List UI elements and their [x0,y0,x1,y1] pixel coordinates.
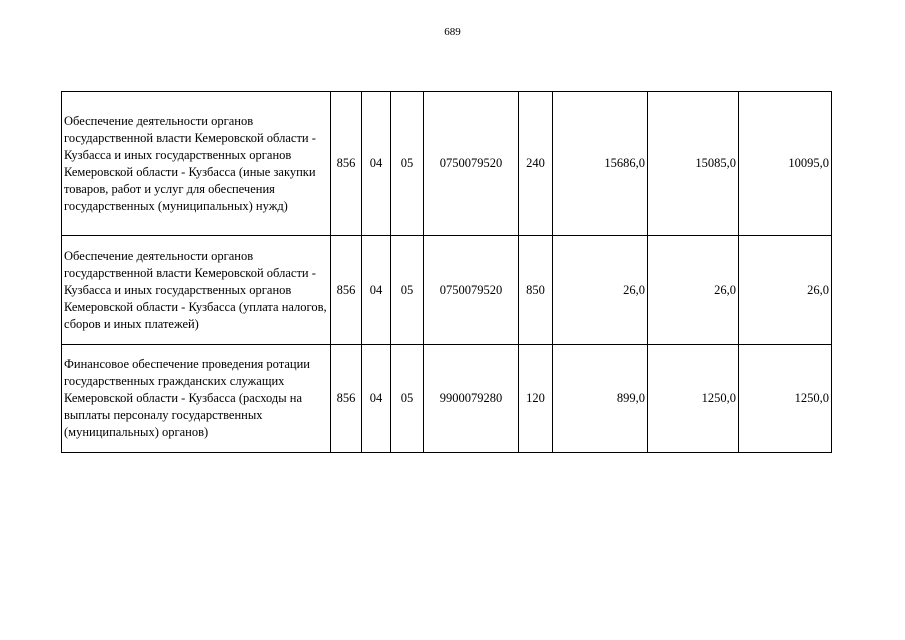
amount-3-cell: 10095,0 [739,92,832,236]
subsection-code-cell: 05 [391,92,424,236]
expense-type-cell: 850 [519,236,553,345]
ministry-code-cell: 856 [331,345,362,453]
amount-1-cell: 15686,0 [553,92,648,236]
amount-2-cell: 1250,0 [648,345,739,453]
target-article-cell: 0750079520 [424,236,519,345]
description-cell: Обеспечение деятельности органов государственной власти Кемеровской области - Кузбасса и иных государственных органов Кемеровской области - Кузбасса (уплата налогов, сборов и иных платежей) [62,236,331,345]
ministry-code-cell: 856 [331,92,362,236]
table-row [62,236,832,345]
amount-2-cell: 26,0 [648,236,739,345]
budget-table [61,91,832,453]
target-article-cell: 9900079280 [424,345,519,453]
subsection-code-cell: 05 [391,345,424,453]
page-number: 689 [444,26,461,38]
expense-type-cell: 240 [519,92,553,236]
target-article-cell: 0750079520 [424,92,519,236]
ministry-code-cell: 856 [331,236,362,345]
amount-1-cell: 899,0 [553,345,648,453]
subsection-code-cell: 05 [391,236,424,345]
description-cell: Финансовое обеспечение проведения ротации государственных гражданских служащих Кемеровской области - Кузбасса (расходы на выплаты персоналу государственных (муниципальных) органов) [62,345,331,453]
description-cell: Обеспечение деятельности органов государственной власти Кемеровской области - Кузбасса и иных государственных органов Кемеровской области - Кузбасса (иные закупки товаров, работ и услуг для обеспечения государственных (муниципальных) нужд) [62,92,331,236]
section-code-cell: 04 [362,345,391,453]
amount-2-cell: 15085,0 [648,92,739,236]
amount-3-cell: 26,0 [739,236,832,345]
section-code-cell: 04 [362,236,391,345]
table-row [62,345,832,453]
table-row [62,92,832,236]
expense-type-cell: 120 [519,345,553,453]
section-code-cell: 04 [362,92,391,236]
amount-1-cell: 26,0 [553,236,648,345]
amount-3-cell: 1250,0 [739,345,832,453]
